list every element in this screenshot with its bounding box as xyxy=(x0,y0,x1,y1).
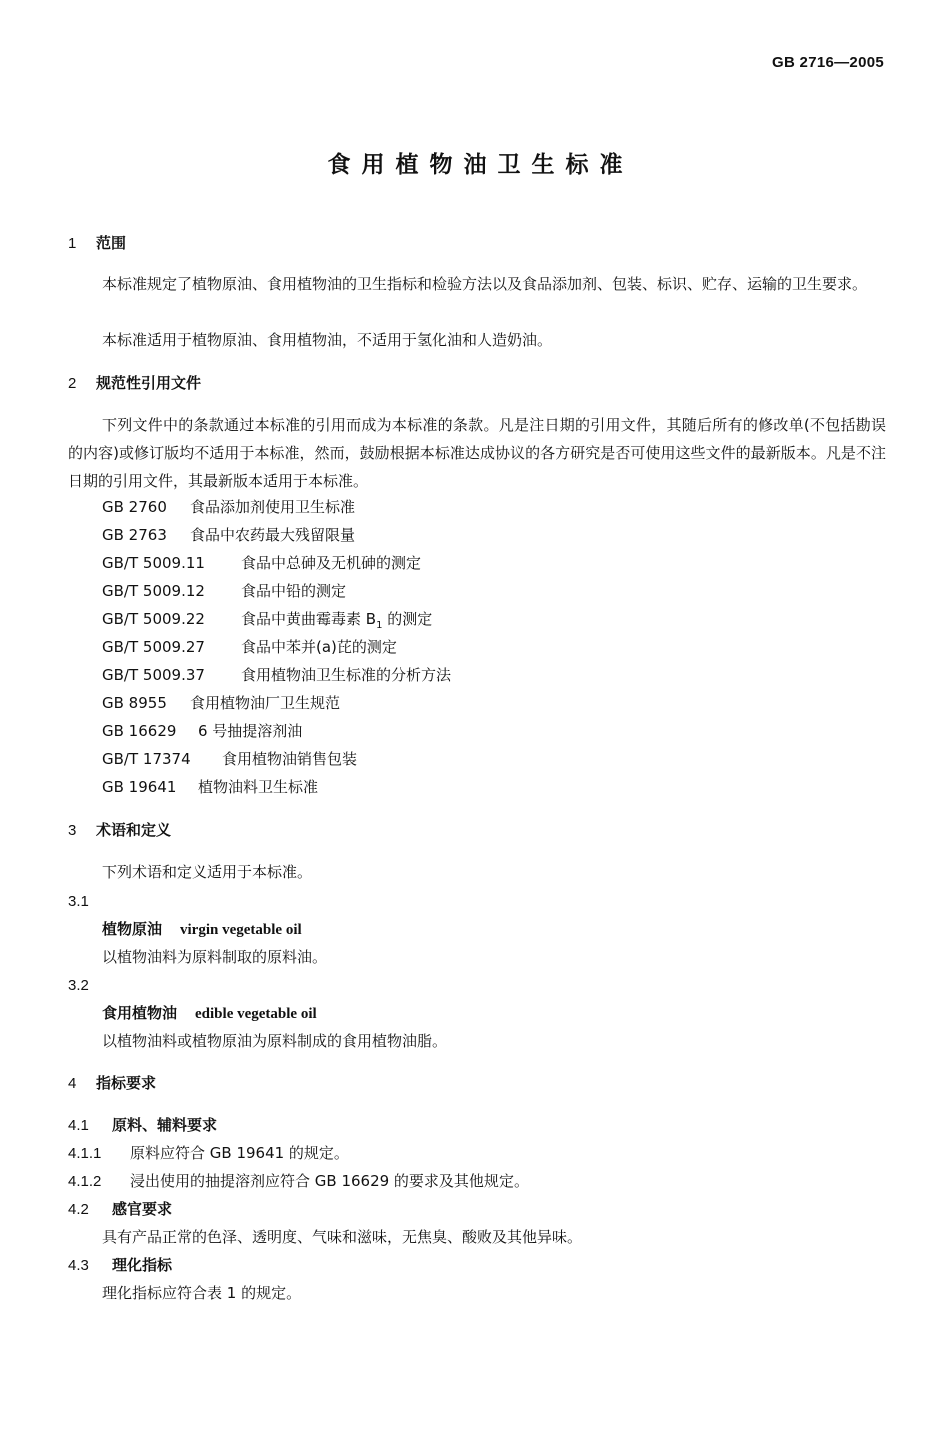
subsection-number: 4.2 xyxy=(68,1201,89,1218)
subsection-title: 原料、辅料要求 xyxy=(112,1116,218,1134)
term-zh: 食用植物油 xyxy=(102,1004,178,1022)
section-1-paragraph-2: 本标准适用于植物原油、食用植物油，不适用于氢化油和人造奶油。 xyxy=(102,331,553,349)
standard-number: GB 2716—2005 xyxy=(771,54,884,71)
term-number: 3.1 xyxy=(68,893,89,910)
reference-code: GB 2763 xyxy=(102,526,167,544)
reference-code: GB 2760 xyxy=(102,498,167,516)
section-title: 范围 xyxy=(96,234,127,252)
section-1-heading xyxy=(68,233,126,254)
section-number: 1 xyxy=(68,235,77,252)
term-en: virgin vegetable oil xyxy=(180,922,302,938)
section-3-intro: 下列术语和定义适用于本标准。 xyxy=(102,863,313,881)
reference-item xyxy=(102,525,355,545)
subsection-title: 理化指标 xyxy=(112,1256,173,1274)
section-4-heading xyxy=(68,1073,156,1094)
reference-title: 食品中铅的测定 xyxy=(241,582,347,600)
section-number: 3 xyxy=(68,822,77,839)
reference-code: GB/T 17374 xyxy=(102,750,191,768)
reference-code: GB/T 5009.12 xyxy=(102,582,205,600)
reference-item xyxy=(102,665,451,685)
reference-item xyxy=(102,749,357,769)
section-number: 4 xyxy=(68,1075,77,1092)
reference-title: 食品中黄曲霉毒素 xyxy=(241,610,362,628)
reference-code: GB 19641 xyxy=(102,778,177,796)
document-title: 食用植物油卫生标准 xyxy=(327,152,634,178)
reference-title: 食用植物油卫生标准的分析方法 xyxy=(241,666,452,684)
clause-text: 原料应符合 GB 19641 的规定。 xyxy=(130,1144,349,1162)
clause-4-1-1 xyxy=(68,1143,349,1164)
subsection-4-2-text: 具有产品正常的色泽、透明度、气味和滋味，无焦臭、酸败及其他异味。 xyxy=(102,1228,583,1246)
term-heading xyxy=(102,1003,317,1024)
subsection-4-3-heading xyxy=(68,1255,172,1276)
subsection-4-2-heading xyxy=(68,1199,172,1220)
section-title: 指标要求 xyxy=(96,1074,157,1092)
reference-title: 植物油料卫生标准 xyxy=(198,778,319,796)
reference-title: 食品中总砷及无机砷的测定 xyxy=(241,554,422,572)
clause-4-1-2 xyxy=(68,1171,529,1192)
reference-title-tail: 的测定 xyxy=(387,610,433,628)
reference-title: 食品添加剂使用卫生标准 xyxy=(190,498,356,516)
section-3-heading xyxy=(68,820,171,841)
clause-text: 浸出使用的抽提溶剂应符合 GB 16629 的要求及其他规定。 xyxy=(130,1172,529,1190)
reference-title: 食品中苯并(a)芘的测定 xyxy=(241,638,397,656)
term-definition: 以植物油料或植物原油为原料制成的食用植物油脂。 xyxy=(102,1032,448,1050)
reference-symbol: B xyxy=(365,610,377,628)
reference-item xyxy=(102,609,432,636)
term-zh: 植物原油 xyxy=(102,920,163,938)
term-heading xyxy=(102,919,302,940)
reference-item xyxy=(102,581,346,601)
reference-title: 食用植物油销售包装 xyxy=(222,750,358,768)
term-number: 3.2 xyxy=(68,977,89,994)
subsection-number: 4.3 xyxy=(68,1257,89,1274)
reference-item xyxy=(102,497,355,517)
subsection-4-1-heading xyxy=(68,1115,217,1136)
reference-code: GB 8955 xyxy=(102,694,167,712)
reference-item xyxy=(102,721,302,741)
term-definition: 以植物油料为原料制取的原料油。 xyxy=(102,948,328,966)
section-number: 2 xyxy=(68,375,77,392)
reference-code: GB/T 5009.22 xyxy=(102,610,205,628)
reference-code: GB/T 5009.37 xyxy=(102,666,205,684)
reference-item xyxy=(102,777,318,797)
reference-code: GB/T 5009.11 xyxy=(102,554,205,572)
reference-title: 6 号抽提溶剂油 xyxy=(198,722,303,740)
reference-code: GB/T 5009.27 xyxy=(102,638,205,656)
clause-number: 4.1.1 xyxy=(68,1145,102,1162)
reference-symbol-subscript: 1 xyxy=(376,620,383,631)
reference-title: 食用植物油厂卫生规范 xyxy=(190,694,341,712)
section-title: 术语和定义 xyxy=(96,821,172,839)
reference-item xyxy=(102,637,397,657)
section-2-paragraph: 下列文件中的条款通过本标准的引用而成为本标准的条款。凡是注日期的引用文件，其随后所有的修改单(不包括勘误的内容)或修订版均不适用于本标准，然而，鼓励根据本标准达成协议的各方研究是否可使用这些文件的最新版本。凡是不注日期的引用文件，其最新版本适用于本标准。 xyxy=(68,416,886,490)
section-title: 规范性引用文件 xyxy=(96,374,202,392)
subsection-4-3-text: 理化指标应符合表 1 的规定。 xyxy=(102,1284,302,1302)
reference-title: 食品中农药最大残留限量 xyxy=(190,526,356,544)
section-1-paragraph-1: 本标准规定了植物原油、食用植物油的卫生指标和检验方法以及食品添加剂、包装、标识、贮存、运输的卫生要求。 xyxy=(102,275,868,293)
section-2-heading xyxy=(68,373,201,394)
reference-item xyxy=(102,553,421,573)
subsection-number: 4.1 xyxy=(68,1117,89,1134)
reference-item xyxy=(102,693,340,713)
reference-code: GB 16629 xyxy=(102,722,177,740)
subsection-title: 感官要求 xyxy=(112,1200,173,1218)
term-en: edible vegetable oil xyxy=(195,1006,317,1022)
clause-number: 4.1.2 xyxy=(68,1173,102,1190)
